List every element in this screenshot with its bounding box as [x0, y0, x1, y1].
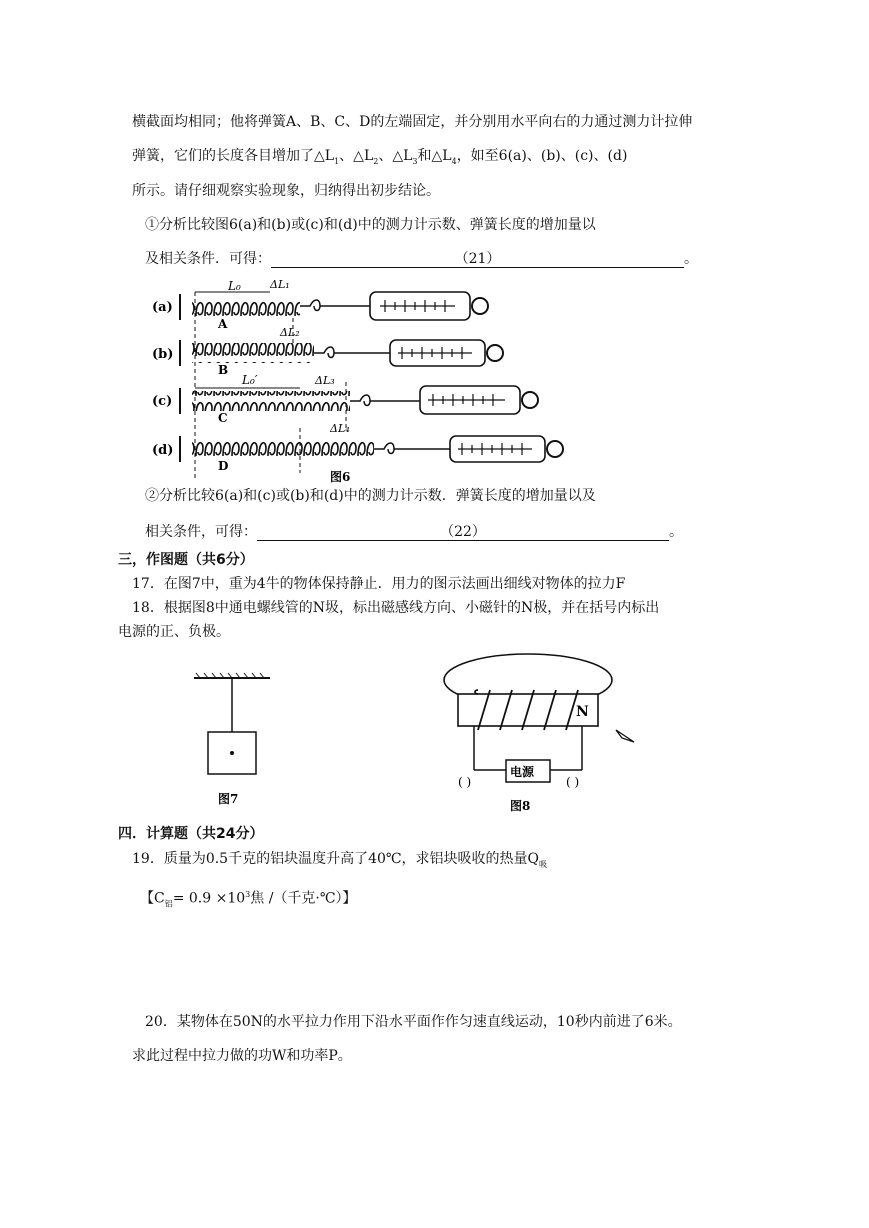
q17-text: 17．在图7中，重为4牛的物体保持静止．用力的图示法画出细线对物体的拉力F: [132, 576, 626, 592]
q1-end: 。: [684, 251, 698, 267]
intro-line-2-pre: 弹簧，它们的长度各目增加了△L: [132, 148, 335, 164]
row-c: [152, 373, 538, 428]
label-L0: L₀: [228, 279, 241, 293]
compass-needle: [616, 730, 634, 742]
subscript-3: 3: [412, 156, 418, 166]
block-center-dot: [230, 751, 234, 755]
intro-sep-2: 、△L: [378, 148, 413, 164]
formula-superscript: 3: [245, 890, 251, 899]
subscript-1: 1: [334, 156, 340, 166]
section-3-title: 三，作图题（共6分）: [118, 552, 254, 568]
q18-text-1: 18．根据图8中通电螺线管的N圾，标出磁感线方向、小磁针的N极，并在括号内标出: [132, 600, 660, 616]
figure-6: [150, 278, 570, 488]
spring-b: [192, 343, 314, 363]
q20-text-2: 求此过程中拉力做的功W和功率P。: [132, 1048, 352, 1064]
spring-label-a: A: [218, 317, 228, 331]
row-label-c: (c): [152, 394, 173, 409]
intro-line-3: 所示。请仔细观察实验现象，归纳得出初步结论。: [132, 183, 440, 199]
intro-line-2: [132, 147, 627, 171]
q1-line-2: [145, 250, 698, 268]
intro-sep-3: 和△L: [417, 148, 452, 164]
spring-a: [192, 296, 300, 316]
answer-blank-21-label: （21）: [454, 251, 501, 267]
row-label-a: (a): [152, 300, 173, 315]
formula-post: 焦 /（千克·℃）】: [250, 890, 357, 907]
q1-prompt: 及相关条件．可得：: [145, 251, 271, 267]
q2-end: 。: [669, 524, 683, 540]
q19-subscript: 吸: [539, 859, 548, 869]
label-L0-prime: L₀′: [242, 373, 258, 387]
label-dL1: ΔL₁: [270, 278, 290, 291]
figure-8: [438, 650, 648, 820]
figure-7: [190, 670, 280, 820]
row-d: [152, 422, 563, 473]
formula-mid: = 0.9 ×10: [172, 890, 246, 907]
north-pole-label: N: [576, 704, 589, 720]
spring-label-d: D: [218, 459, 229, 473]
label-dL4: ΔL₄: [330, 422, 350, 435]
intro-line-2-post: ，如至6(a)、(b)、(c)、(d): [456, 148, 628, 164]
polarity-left-bracket[interactable]: ( ): [458, 775, 472, 789]
formula-subscript: 铝: [164, 899, 173, 909]
power-source-label: 电源: [510, 765, 535, 779]
label-dL3: ΔL₃: [315, 374, 335, 387]
hook-a: [300, 300, 320, 311]
q19-text: [132, 850, 547, 874]
row-label-b: (b): [152, 347, 174, 362]
answer-blank-21[interactable]: [271, 250, 684, 268]
figure-8-caption: 图8: [510, 799, 531, 813]
formula-pre: 【C: [140, 890, 165, 907]
spring-d: [192, 439, 374, 459]
q1-line-1: ①分析比较图6(a)和(b)或(c)和(d)中的测力计示数、弹簧长度的增加量以: [145, 217, 596, 233]
intro-sep-1: 、△L: [339, 148, 374, 164]
figure-6-caption: 图6: [330, 470, 351, 484]
ring-a: [472, 298, 488, 314]
intro-line-1: 横截面均相同；他将弹簧A、B、C、D的左端固定，并分别用水平向右的力通过测力计拉伸: [132, 114, 693, 130]
answer-blank-22-label: （22）: [440, 524, 486, 540]
subscript-4: 4: [451, 156, 457, 166]
row-b: [152, 318, 503, 377]
specific-heat-formula: [140, 886, 357, 913]
q18-text-2: 电源的正、负极。: [118, 624, 230, 640]
label-dL2: ΔL₂: [280, 326, 300, 339]
answer-blank-22[interactable]: [257, 523, 669, 541]
spring-c: [192, 391, 350, 411]
row-label-d: (d): [152, 443, 174, 458]
subscript-2: 2: [373, 156, 379, 166]
section-4-title: 四．计算题（共24分）: [118, 826, 264, 842]
q2-line-2: [145, 523, 683, 541]
figure-7-caption: 图7: [218, 792, 239, 806]
polarity-right-bracket[interactable]: ( ): [566, 775, 580, 789]
q2-line-1: ②分析比较6(a)和(c)或(b)和(d)中的测力计示数．弹簧长度的增加量以及: [145, 488, 596, 504]
spring-label-c: C: [218, 411, 228, 425]
q2-prompt: 相关条件，可得：: [145, 524, 257, 540]
q20-text-1: 20．某物体在50N的水平拉力作用下沿水平面作作匀速直线运动，10秒内前进了6米。: [145, 1014, 682, 1030]
q19-body: 19．质量为0.5千克的铝块温度升高了40℃，求铝块吸收的热量Q: [132, 851, 540, 867]
spring-label-b: B: [218, 363, 229, 377]
